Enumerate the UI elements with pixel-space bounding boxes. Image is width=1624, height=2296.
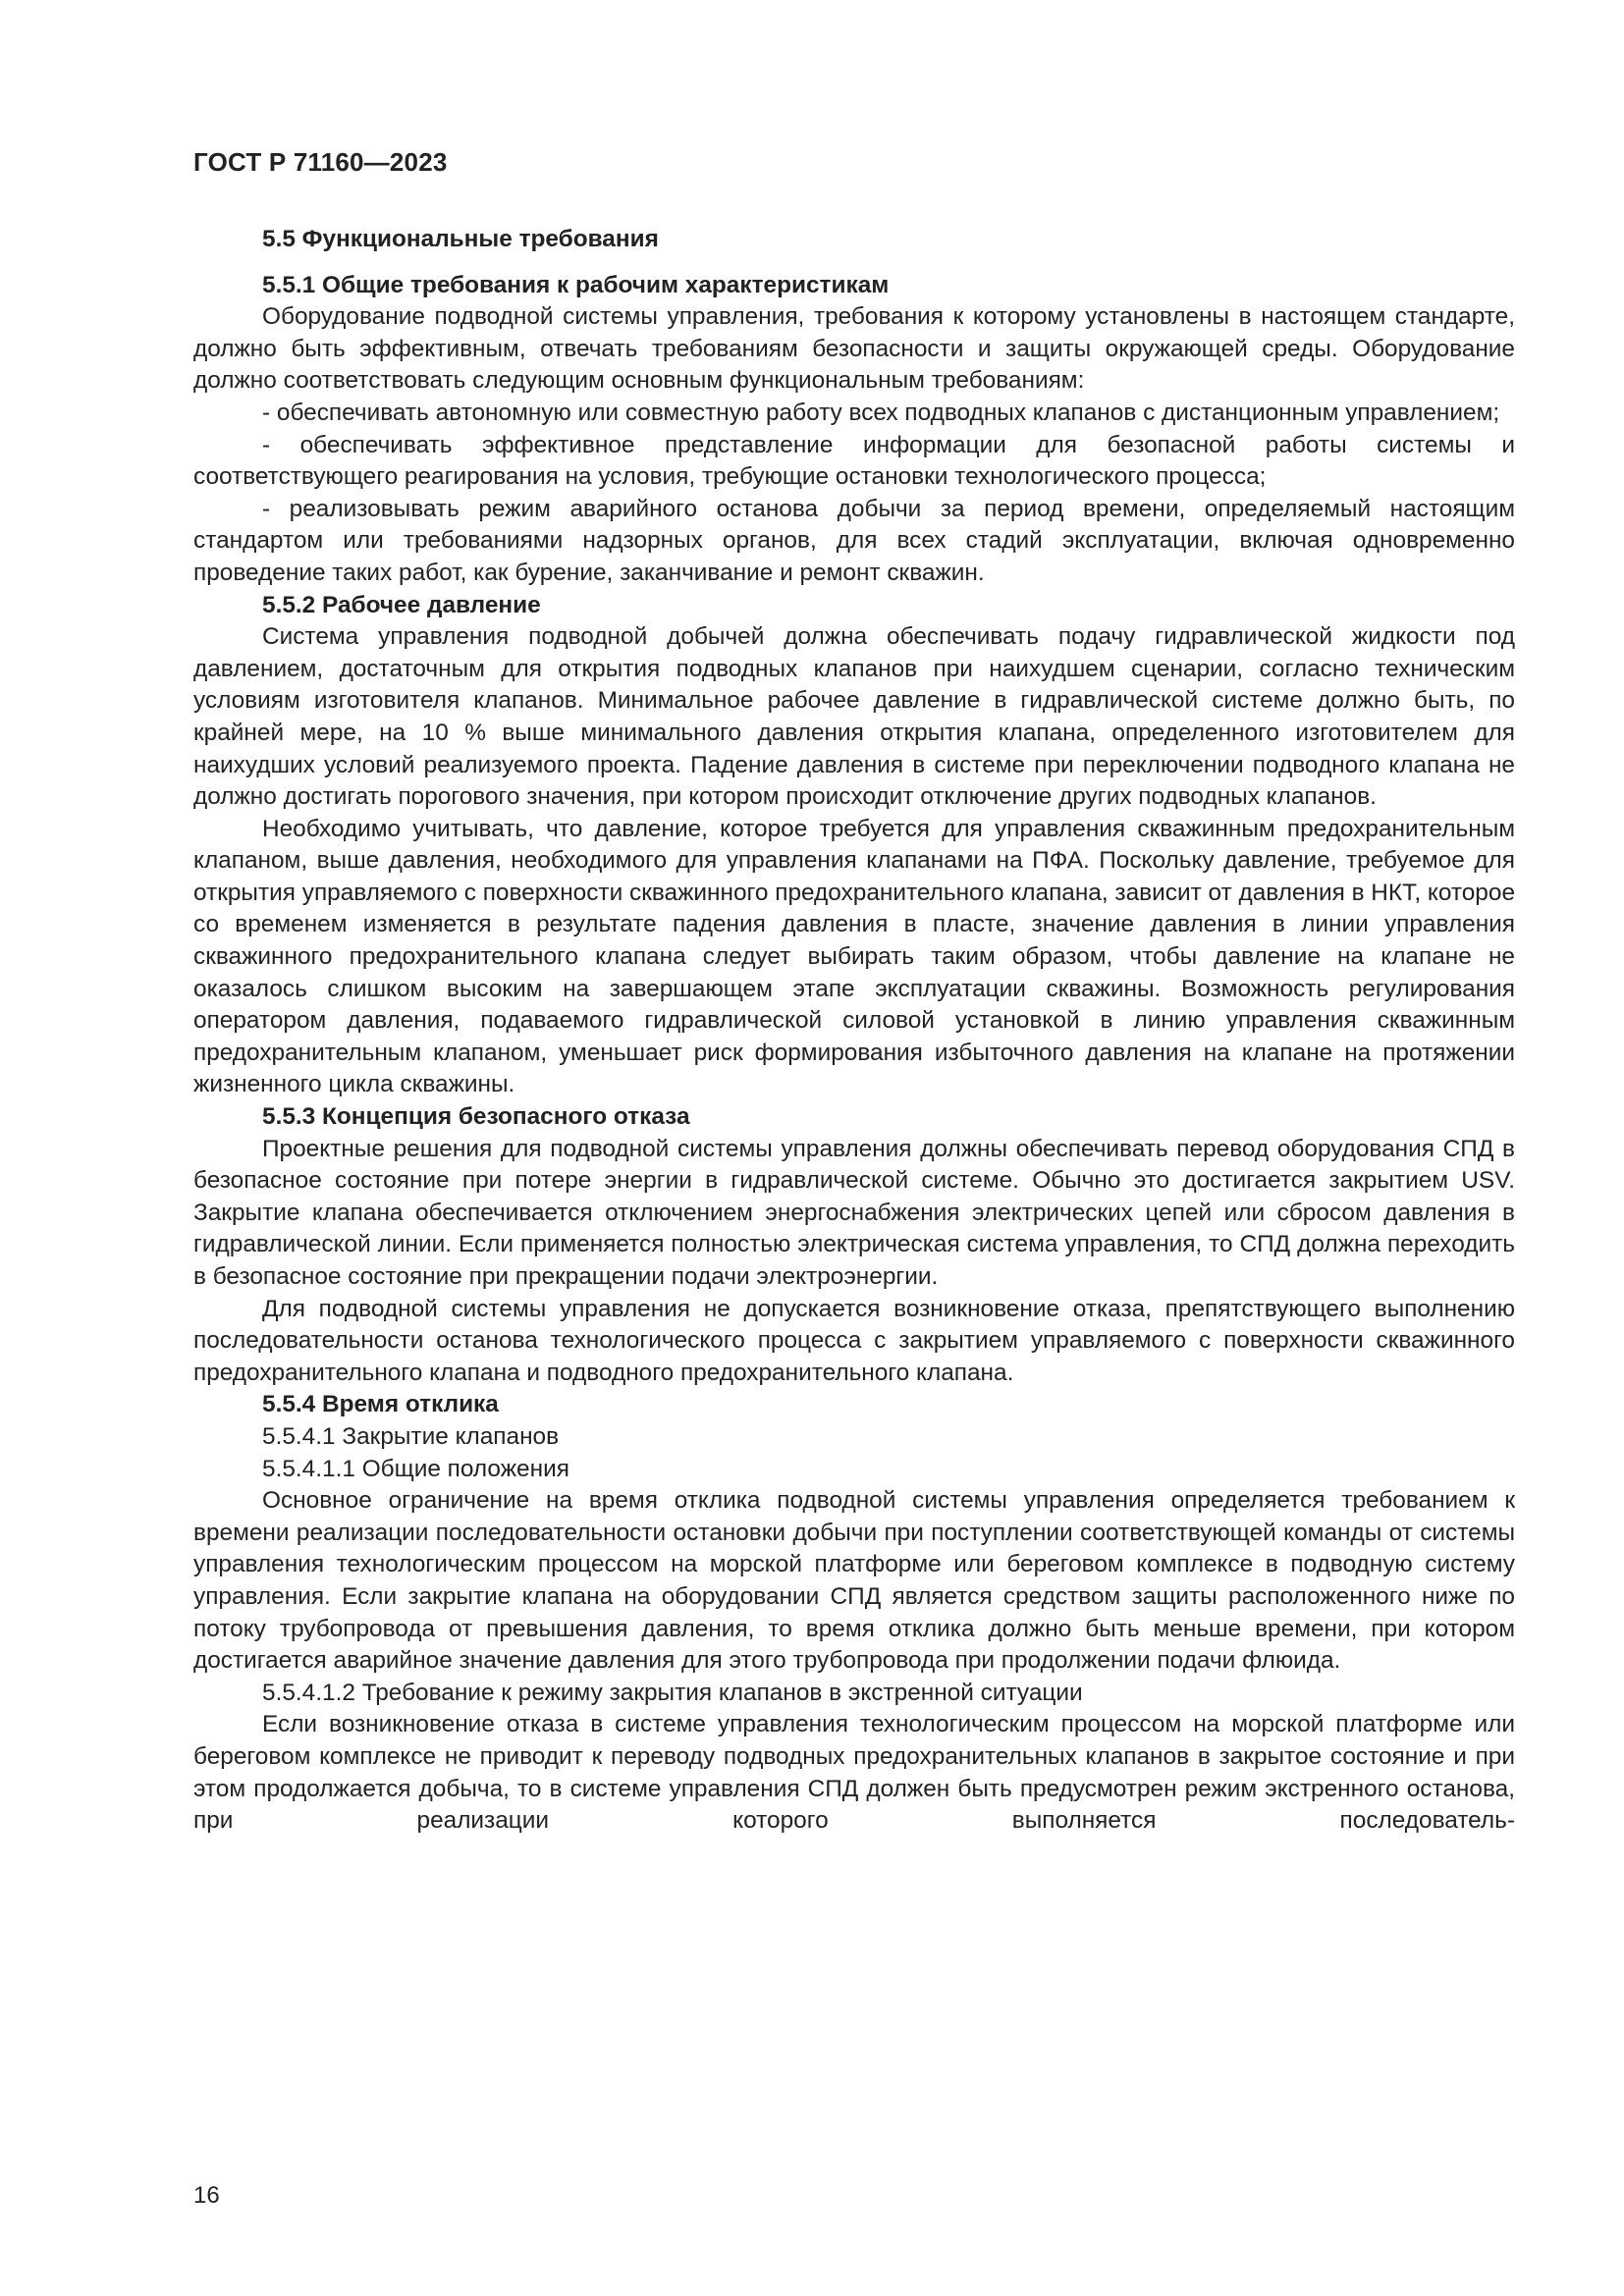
section-5-5-1-paragraph-1: Оборудование подводной системы управления, требования к которому установлены в настоящем стандарте, должно быть эффективным, отвечать требованиям безопасности и защиты окружающей среды. Оборудование должно соответствовать следующим основным функциональным требованиям:	[193, 303, 1515, 395]
document-header: ГОСТ Р 71160—2023	[193, 147, 448, 177]
section-5-5-4-1-1-paragraph-1: Основное ограничение на время отклика подводной системы управления определяется требованием к времени реализации последовательности остановки добычи при поступлении соответствующей команды от системы управления технологическим процессом на морской платформе или береговом комплексе в подводную систему управления. Если закрытие клапана на оборудовании СПД является средством защиты расположенного ниже по потоку трубопровода от превышения давления, то время отклика должно быть меньше времени, при котором достигается аварийное значение давления для этого трубопровода при продолжении подачи флюида.	[193, 1487, 1515, 1675]
section-5-5-4-1-2-title: 5.5.4.1.2 Требование к режиму закрытия клапанов в экстренной ситуации	[262, 1679, 1083, 1706]
document-body	[193, 224, 1515, 1838]
section-5-5-3-paragraph-1: Проектные решения для подводной системы управления должны обеспечивать перевод оборудования СПД в безопасное состояние при потере энергии в гидравлической системе. Обычно это достигается закрытием USV. Закрытие клапана обеспечивается отключением энергоснабжения электрических цепей или сбросом давления в гидравлической линии. Если применяется полностью электрическая система управления, то СПД должна переходить в безопасное состояние при прекращении подачи электроэнергии.	[193, 1135, 1515, 1290]
section-5-5-4-1-title: 5.5.4.1 Закрытие клапанов	[262, 1422, 560, 1450]
page-number: 16	[193, 2182, 220, 2209]
section-5-5-1-title: 5.5.1 Общие требования к рабочим характеристикам	[262, 271, 890, 298]
section-5-5-4-1-1-title: 5.5.4.1.1 Общие положения	[262, 1455, 569, 1482]
section-5-5-1-bullet-1: - обеспечивать автономную или совместную работу всех подводных клапанов с дистанционным управлением;	[262, 399, 1500, 426]
section-5-5-2-paragraph-1: Система управления подводной добычей должна обеспечивать подачу гидравлической жидкости под давлением, достаточным для открытия подводных клапанов при наихудшем сценарии, согласно техническим условиям изготовителя клапанов. Минимальное рабочее давление в гидравлической системе должно быть, по крайней мере, на 10 % выше минимального давления открытия клапана, определенного изготовителем для наихудших условий реализуемого проекта. Падение давления в системе при переключении подводного клапана не должно достигать порогового значения, при котором происходит отключение других подводных клапанов.	[193, 623, 1515, 811]
section-5-5-2-title: 5.5.2 Рабочее давление	[262, 591, 541, 618]
section-5-5-3-title: 5.5.3 Концепция безопасного отказа	[262, 1103, 690, 1131]
section-5-5-4-title: 5.5.4 Время отклика	[262, 1391, 499, 1418]
section-5-5-1-bullet-2: - обеспечивать эффективное представление информации для безопасной работы системы и соответствующего реагирования на условия, требующие остановки технологического процесса;	[193, 431, 1515, 491]
section-5-5-3-paragraph-2: Для подводной системы управления не допускается возникновение отказа, препятствующего выполнению последовательности останова технологического процесса с закрытием управляемого с поверхности скважинного предохранительного клапана и подводного предохранительного клапана.	[193, 1295, 1515, 1386]
section-5-5-title: 5.5 Функциональные требования	[262, 226, 659, 252]
section-5-5-1-bullet-3: - реализовывать режим аварийного останова добычи за период времени, определяемый настоящим стандартом или требованиями надзорных органов, для всех стадий эксплуатации, включая одновременно проведение таких работ, как бурение, заканчивание и ремонт скважин.	[193, 495, 1515, 586]
section-5-5-4-1-2-paragraph-1: Если возникновение отказа в системе управления технологическим процессом на морской платформе или береговом комплексе не приводит к переводу подводных предохранительных клапанов в закрытое состояние и при этом продолжается добыча, то в системе управления СПД должен быть предусмотрен режим экстренного останова, при реализации которого выполняется последователь-	[193, 1711, 1515, 1835]
section-5-5-2-paragraph-2: Необходимо учитывать, что давление, которое требуется для управления скважинным предохранительным клапаном, выше давления, необходимого для управления клапанами на ПФА. Поскольку давление, требуемое для открытия управляемого с поверхности скважинного предохранительного клапана, зависит от давления в НКТ, которое со временем изменяется в результате падения давления в пласте, значение давления в линии управления скважинного предохранительного клапана следует выбирать таким образом, чтобы давление на клапане не оказалось слишком высоким на завершающем этапе эксплуатации скважины. Возможность регулирования оператором давления, подаваемого гидравлической силовой установкой в линию управления скважинным предохранительным клапаном, уменьшает риск формирования избыточного давления на клапане на протяжении жизненного цикла скважины.	[193, 815, 1516, 1098]
